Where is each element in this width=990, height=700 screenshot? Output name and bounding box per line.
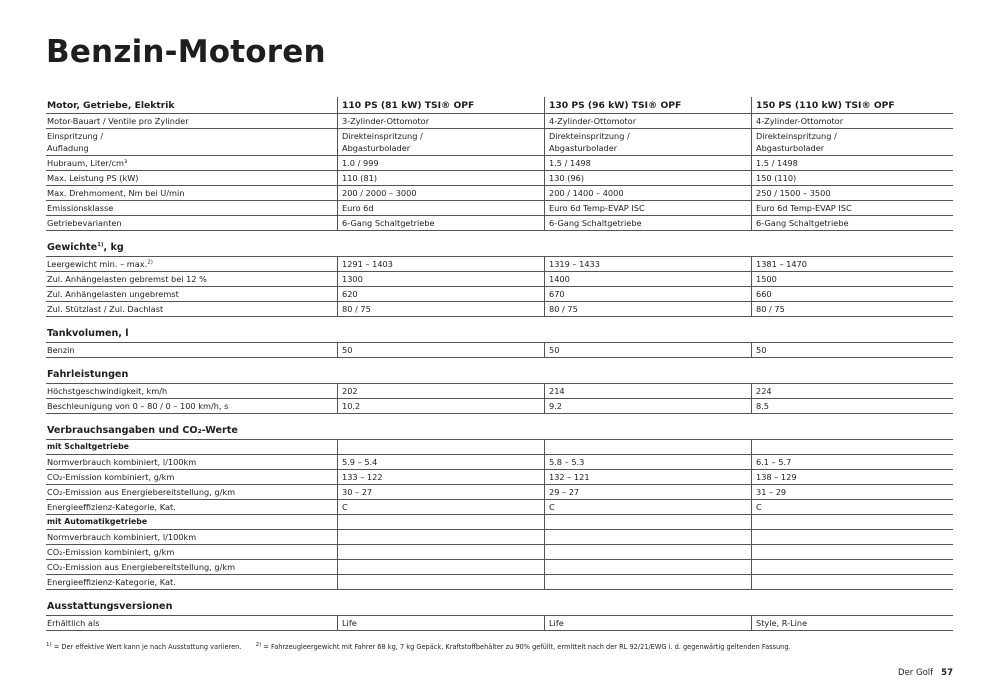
weights-title-text: Gewichte [47,242,98,253]
value-110ps: 5.9 – 5.4 [337,455,544,469]
value-150ps: 1500 [751,272,953,286]
value-130ps: 200 / 1400 – 4000 [544,186,751,200]
value-110ps: Life [337,616,544,630]
value-110ps: 620 [337,287,544,301]
footnotes [46,643,791,651]
row-label: Einspritzung / Aufladung [47,131,104,153]
value-130ps: Euro 6d Temp-EVAP ISC [544,201,751,215]
manual-subheader-row [46,439,953,455]
value-110ps: 80 / 75 [337,302,544,316]
auto-subheader: mit Automatikgetriebe [47,517,148,526]
auto-consumption-row [46,545,953,560]
value-110ps [337,560,544,574]
value-150ps: 150 (110) [751,171,953,185]
value-130ps [544,530,751,544]
value-150ps: 4-Zylinder-Ottomotor [751,114,953,128]
value-130ps: 214 [544,384,751,398]
engine-row [46,201,953,216]
spec-table [46,97,953,631]
value-110ps: Direkteinspritzung / Abgasturbolader [337,129,544,155]
page-title: Benzin-Motoren [46,34,326,70]
engine-row [46,129,953,156]
value-110ps: 6-Gang Schaltgetriebe [337,216,544,230]
value-150ps: 1381 – 1470 [751,257,953,271]
row-label: Benzin [47,345,75,355]
row-label: Beschleunigung von 0 – 80 / 0 – 100 km/h, s [47,401,229,411]
engine-row [46,114,953,129]
row-label: CO₂-Emission aus Energiebereitstellung, g/km [47,487,236,497]
value-130ps: 1.5 / 1498 [544,156,751,170]
performance-section-title: Fahrleistungen [46,368,953,384]
row-label: Zul. Stützlast / Zul. Dachlast [47,304,164,314]
value-150ps: 6.1 – 5.7 [751,455,953,469]
row-label: Erhältlich als [47,618,100,628]
auto-rows [46,530,953,590]
manual-consumption-row [46,500,953,515]
value-130ps: 29 – 27 [544,485,751,499]
row-label: Max. Drehmoment, Nm bei U/min [47,188,185,198]
leergewicht-footnote-mark: 2) [147,259,153,266]
value-150ps [751,545,953,559]
value-110ps: 133 – 122 [337,470,544,484]
manual-subheader: mit Schaltgetriebe [47,442,129,451]
row-label: Zul. Anhängelasten ungebremst [47,289,179,299]
engine-row [46,171,953,186]
value-110ps: 1.0 / 999 [337,156,544,170]
value-110ps: 1300 [337,272,544,286]
weights-footnote-mark: 1) [97,241,104,248]
value-150ps: 224 [751,384,953,398]
manual-consumption-row [46,455,953,470]
value-110ps: 3-Zylinder-Ottomotor [337,114,544,128]
row-label: Normverbrauch kombiniert, l/100km [47,457,197,467]
value-130ps [544,560,751,574]
table-cell-empty [751,515,953,529]
row-label: Emissionsklasse [47,203,114,213]
value-130ps: 50 [544,343,751,357]
footnote-2-text: = Fahrzeugleergewicht mit Fahrer 68 kg, 7 kg Gepäck, Kraftstoffbehälter zu 90% gefüllt, ermittelt nach der RL 92/21/EWG i. d. gegenwärtig geltenden Fassung. [263,643,791,651]
value-150ps: Direkteinspritzung / Abgasturbolader [751,129,953,155]
column-head-110ps: 110 PS (81 kW) TSI® OPF [337,97,544,113]
column-head-130ps: 130 PS (96 kW) TSI® OPF [544,97,751,113]
value-150ps: 6-Gang Schaltgetriebe [751,216,953,230]
value-130ps: 132 – 121 [544,470,751,484]
value-110ps: C [337,500,544,514]
value-150ps [751,560,953,574]
table-cell-empty [337,440,544,454]
footnote-2-mark: 2) [255,641,262,648]
equipment-rows [46,616,953,631]
value-130ps: 1319 – 1433 [544,257,751,271]
weights-rows [46,257,953,317]
manual-consumption-row [46,485,953,500]
equipment-section-title: Ausstattungsversionen [46,600,953,616]
value-130ps: C [544,500,751,514]
row-label: Max. Leistung PS (kW) [47,173,139,183]
row-label: CO₂-Emission kombiniert, g/km [47,547,175,557]
value-130ps: 1400 [544,272,751,286]
footnote-1-text: = Der effektive Wert kann je nach Ausstattung variieren. [53,643,242,651]
value-110ps [337,575,544,589]
column-head-150ps: 150 PS (110 kW) TSI® OPF [751,97,953,113]
row-label: Höchstgeschwindigkeit, km/h [47,386,168,396]
value-130ps: Direkteinspritzung / Abgasturbolader [544,129,751,155]
weights-title-unit: , kg [103,242,124,253]
value-110ps: Euro 6d [337,201,544,215]
value-150ps: 138 – 129 [751,470,953,484]
value-130ps: Life [544,616,751,630]
engine-row [46,186,953,201]
value-110ps: 110 (81) [337,171,544,185]
row-label: Motor-Bauart / Ventile pro Zylinder [47,116,189,126]
value-130ps: 80 / 75 [544,302,751,316]
row-label: Getriebevarianten [47,218,122,228]
value-150ps: Euro 6d Temp-EVAP ISC [751,201,953,215]
auto-consumption-row [46,530,953,545]
value-110ps: 30 – 27 [337,485,544,499]
engine-header-row [46,97,953,114]
value-150ps: 50 [751,343,953,357]
value-110ps: 200 / 2000 – 3000 [337,186,544,200]
auto-subheader-row [46,515,953,530]
engine-row [46,216,953,231]
page-number: 57 [941,668,953,678]
value-130ps [544,575,751,589]
row-label: Energieeffizienz-Kategorie, Kat. [47,502,176,512]
page-footer [898,668,953,678]
manual-consumption-row [46,470,953,485]
value-130ps [544,545,751,559]
value-150ps: 1.5 / 1498 [751,156,953,170]
footer-label: Der Golf [898,668,934,678]
value-150ps: C [751,500,953,514]
table-cell-empty [544,440,751,454]
engine-rows [46,114,953,231]
tank-section-title: Tankvolumen, l [46,327,953,343]
value-130ps: 670 [544,287,751,301]
consumption-section-title: Verbrauchsangaben und CO₂-Werte [47,425,238,436]
value-130ps: 5.8 – 5.3 [544,455,751,469]
row-label: Normverbrauch kombiniert, l/100km [47,532,197,542]
row-label: CO₂-Emission aus Energiebereitstellung, g/km [47,562,236,572]
row-label: Energieeffizienz-Kategorie, Kat. [47,577,176,587]
row-label: Leergewicht min. – max.$^{2)}$ [47,259,153,269]
performance-row [46,384,953,399]
table-cell-empty [751,440,953,454]
weights-section-title [46,241,953,257]
value-110ps: 10.2 [337,399,544,413]
value-110ps [337,530,544,544]
manual-rows [46,455,953,515]
value-110ps: 1291 – 1403 [337,257,544,271]
value-110ps: 50 [337,343,544,357]
row-label: Zul. Anhängelasten gebremst bei 12 % [47,274,207,284]
table-cell-empty [544,515,751,529]
footnote-1-mark: 1) [46,641,52,648]
row-label: CO₂-Emission kombiniert, g/km [47,472,175,482]
value-110ps: 202 [337,384,544,398]
auto-consumption-row [46,560,953,575]
value-150ps: 31 – 29 [751,485,953,499]
value-150ps: 250 / 1500 – 3500 [751,186,953,200]
row-label: Hubraum, Liter/cm³ [47,158,128,168]
value-130ps: 9.2 [544,399,751,413]
performance-row [46,399,953,414]
value-150ps [751,575,953,589]
equipment-row [46,616,953,631]
value-150ps: 660 [751,287,953,301]
value-130ps: 4-Zylinder-Ottomotor [544,114,751,128]
table-cell-empty [337,515,544,529]
tank-row [46,343,953,358]
engine-row [46,156,953,171]
weights-row [46,272,953,287]
value-150ps: 80 / 75 [751,302,953,316]
value-150ps [751,530,953,544]
value-130ps: 130 (96) [544,171,751,185]
tank-rows [46,343,953,358]
value-150ps: 8.5 [751,399,953,413]
weights-row [46,287,953,302]
value-150ps: Style, R-Line [751,616,953,630]
performance-rows [46,384,953,414]
engine-section-title: Motor, Getriebe, Elektrik [47,100,175,111]
weights-row [46,257,953,272]
weights-row [46,302,953,317]
auto-consumption-row [46,575,953,590]
value-130ps: 6-Gang Schaltgetriebe [544,216,751,230]
value-110ps [337,545,544,559]
